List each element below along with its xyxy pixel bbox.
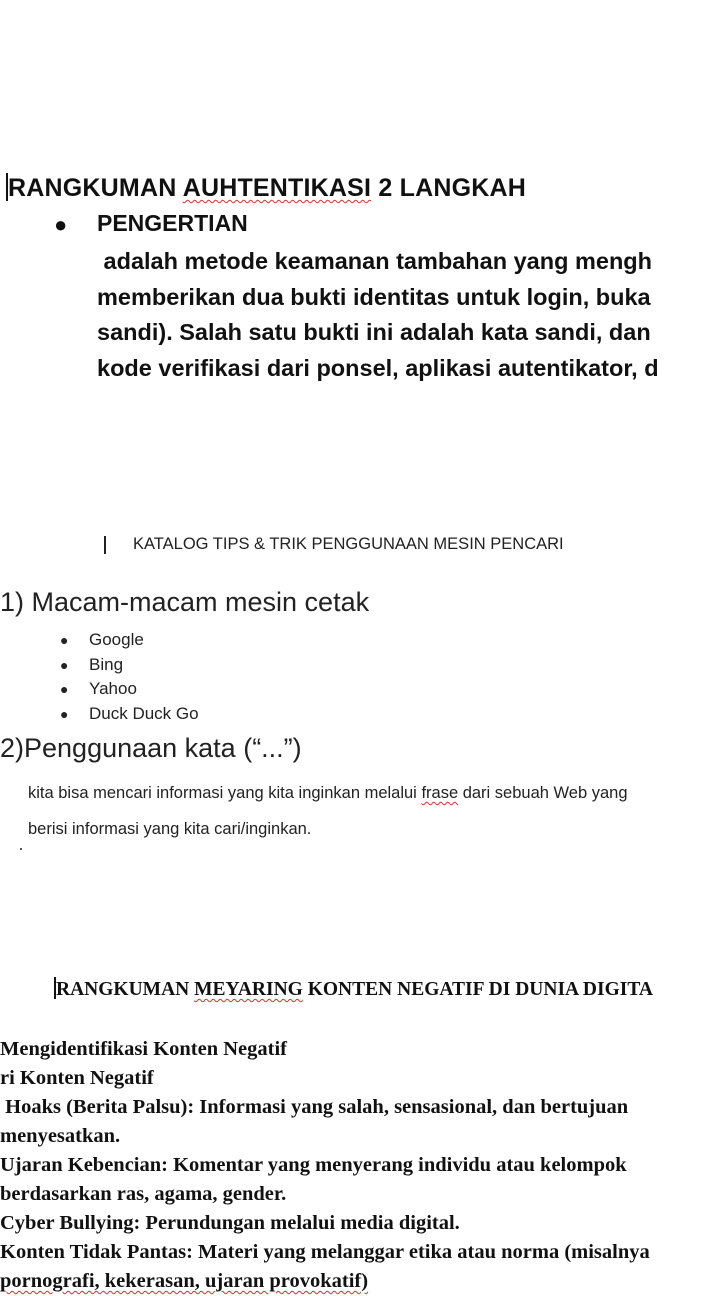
list-item: ● Yahoo [60, 679, 137, 699]
list-item: ● Google [60, 630, 144, 650]
paragraph-line: kita bisa mencari informasi yang kita inginkan melalui frase dari sebuah Web yang [28, 784, 628, 802]
paragraph-line: kode verifikasi dari ponsel, aplikasi autentikator, d [97, 354, 659, 381]
bullet-dot: ● [60, 705, 69, 722]
bullet-dot: ● [54, 212, 68, 237]
summary-title-authentication [6, 173, 526, 203]
body-line: ri Konten Negatif [0, 1067, 154, 1089]
misspelled-word: MEYARING [194, 979, 303, 1000]
bullet-dot: ● [60, 656, 69, 673]
body-line: Ujaran Kebencian: Komentar yang menyerang individu atau kelompok [0, 1154, 627, 1176]
definition-paragraph [97, 244, 659, 386]
body-line: Mengidentifikasi Konten Negatif [0, 1038, 287, 1060]
stray-mark [20, 848, 22, 850]
paragraph-line: adalah metode keamanan tambahan yang mengh [97, 248, 653, 274]
numbered-heading-1: 1) Macam-macam mesin cetak [0, 587, 370, 617]
body-line: Konten Tidak Pantas: Materi yang melanggar etika atau norma (misalnya [0, 1241, 650, 1263]
body-line: berdasarkan ras, agama, gender. [0, 1183, 287, 1205]
bullet-dot: ● [60, 632, 69, 649]
paragraph-line: sandi). Salah satu bukti ini adalah kata sandi, dan [97, 319, 651, 345]
summary-title-negative-content: RANGKUMAN MEYARING KONTEN NEGATIF DI DUNIA DIGITA [56, 979, 653, 1000]
list-item: ● Bing [60, 654, 124, 674]
misspelled-word: AUHTENTIKASI [182, 174, 372, 202]
title-part: ANGKUMAN [26, 174, 183, 202]
body-line: menyesatkan. [0, 1125, 121, 1147]
title-first-letter: R [8, 174, 27, 202]
body-line: Cyber Bullying: Perundungan melalui media digital. [0, 1212, 460, 1234]
body-line: pornografi, kekerasan, ujaran provokatif) [0, 1270, 369, 1292]
text-cursor [104, 536, 106, 554]
bullet-dot: ● [60, 681, 69, 698]
search-engine-list [60, 628, 199, 726]
body-line: Hoaks (Berita Palsu): Informasi yang salah, sensasional, dan bertujuan [0, 1096, 629, 1118]
negative-content-body [0, 1035, 650, 1296]
quote-usage-paragraph [28, 775, 628, 847]
paragraph-line: memberikan dua bukti identitas untuk login, buka [97, 283, 651, 310]
paragraph-line: berisi informasi yang kita cari/inginkan. [28, 820, 312, 838]
bullet-heading-definition: PENGERTIAN [97, 210, 248, 236]
title-tail: 2 LANGKAH [371, 174, 526, 202]
catalog-title: KATALOG TIPS & TRIK PENGGUNAAN MESIN PENCARI [133, 535, 564, 553]
numbered-heading-2: 2)Penggunaan kata (“...”) [0, 733, 302, 763]
list-item: ● Duck Duck Go [60, 703, 199, 723]
misspelled-word: frase [421, 784, 459, 802]
